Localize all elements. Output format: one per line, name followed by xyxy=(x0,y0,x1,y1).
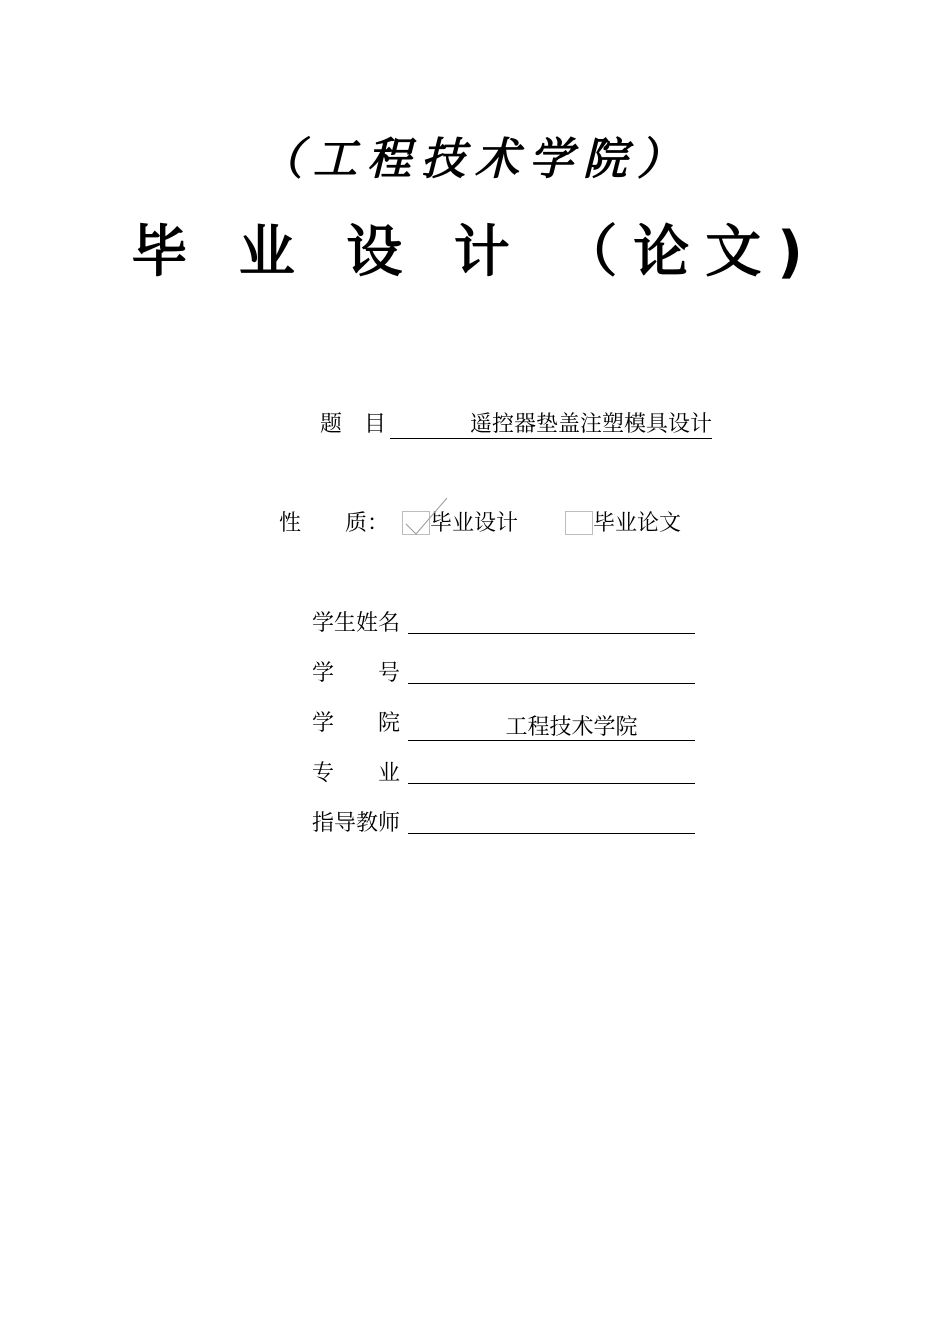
document-title: 毕 业 设 计 （论文) xyxy=(131,220,819,285)
college-field[interactable] xyxy=(408,716,695,741)
student-id-row xyxy=(312,659,695,689)
college-label: 学 院 xyxy=(312,711,401,736)
advisor-field[interactable] xyxy=(408,809,695,834)
topic-row xyxy=(320,410,712,440)
student-name-label: 学生姓名 xyxy=(312,611,401,636)
advisor-label: 指导教师 xyxy=(312,811,401,836)
college-row xyxy=(312,709,695,741)
student-name-row xyxy=(312,609,695,639)
thesis-checkbox[interactable] xyxy=(565,511,593,535)
student-name-field[interactable] xyxy=(408,609,695,634)
student-id-field[interactable] xyxy=(408,659,695,684)
design-option-label: 毕业设计 xyxy=(430,511,519,536)
topic-value: 遥控器垫盖注塑模具设计 xyxy=(390,412,712,439)
nature-row xyxy=(279,509,681,539)
major-field[interactable] xyxy=(408,759,695,784)
check-mark-icon xyxy=(403,496,449,538)
nature-label: 性 质： xyxy=(279,511,390,536)
major-label: 专 业 xyxy=(312,761,401,786)
student-id-label: 学 号 xyxy=(312,661,401,686)
college-value: 工程技术学院 xyxy=(505,715,638,740)
college-heading: （工程技术学院） xyxy=(259,134,691,185)
thesis-option-label: 毕业论文 xyxy=(593,511,682,536)
major-row xyxy=(312,759,695,789)
design-checkbox[interactable] xyxy=(402,511,430,535)
advisor-row xyxy=(312,809,695,839)
topic-label: 题 目 xyxy=(320,412,387,437)
